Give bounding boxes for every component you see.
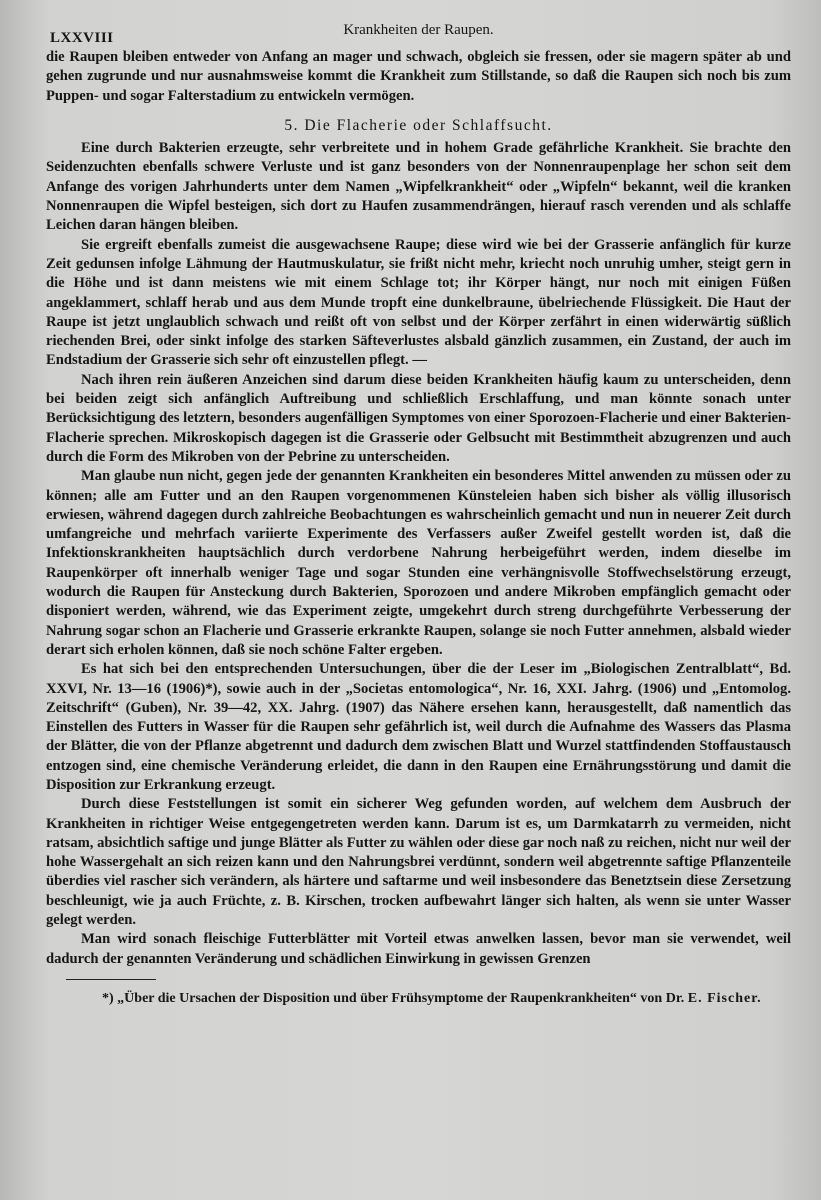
paragraph-4: Man glaube nun nicht, gegen jede der genannten Krankheiten ein besonderes Mittel anwenden zu müssen oder zu können; alle am Futter und an den Raupen vorgenommenen Künsteleien haben sich bisher als völlig illusorisch erwiesen, während dagegen durch zahlreiche Beobachtungen es wahrscheinlich gemacht und nun in neuerer Zeit durch umfangreiche und mehrfach variierte Experimente des Verfassers außer Zweifel gestellt worden ist, daß die Infektionskrankheiten hauptsächlich durch verdorbene Nahrung herbeigeführt werden, indem dieselbe im Raupenkörper oft innerhalb weniger Tage und sogar Stunden eine verhängnisvolle Stoffwechselstörung erzeugt, wodurch die Raupen für Ansteckung durch Bakterien, Sporozoen und andere Mikroben empfänglich gemacht oder disponiert werden, während, wie das Experiment zeigte, umgekehrt durch streng durchgeführte Verbesserung der Nahrung sogar schon an Flacherie und Grasserie erkrankte Raupen, solange sie noch Futter annehmen, alsbald wieder derart sich erholen können, daß sie noch schöne Falter ergeben. <box>46 468 791 658</box>
body-text <box>46 48 791 969</box>
paragraph-5: Es hat sich bei den entsprechenden Untersuchungen, über die der Leser im „Biologischen Zentralblatt“, Bd. XXVI, Nr. 13—16 (1906)*), sowie auch in der „Societas entomologica“, Nr. 16, XXI. Jahrg. (1906) und „Entomolog. Zeitschrift“ (Guben), Nr. 39—42, XX. Jahrg. (1907) das Nähere ersehen kann, herausgestellt, daß namentlich das Einstellen des Futters in Wasser für die Raupen sehr gefährlich ist, weil durch die Aufnahme des Wassers das Plasma der Blätter, die von der Pflanze abgetrennt und dadurch dem zwischen Blatt und Wurzel stattfindenden Stoffaustausch entzogen sind, eine chemische Veränderung erleidet, die dann in den Raupen eine Ernährungsstörung und damit die Disposition zur Erkrankung erzeugt. <box>46 661 791 793</box>
paragraph-continued: die Raupen bleiben entweder von Anfang an mager und schwach, obgleich sie fressen, oder sie magern später ab und gehen zugrunde und nur ausnahmsweise kommt die Krankheit zum Stillstande, so daß die Raupen sich noch bis zum Puppen- und sogar Falterstadium zu entwickeln vermögen. <box>46 49 791 104</box>
paragraph-6: Durch diese Feststellungen ist somit ein sicherer Weg gefunden worden, auf welchem dem Ausbruch der Krankheiten in richtiger Weise entgegengetreten werden kann. Darum ist es, um Darmkatarrh zu vermeiden, nicht ratsam, absichtlich saftige und junge Blätter als Futter zu wählen oder diese gar noch naß zu reichen, nicht nur weil der hohe Wassergehalt an sich reizen kann und den Nahrungsbrei verdünnt, sondern weil abgetrennte saftige Pflanzenteile überdies viel rascher sich verändern, als härtere und saftarme und weil insbesondere das Benetztsein diese Zersetzung beschleunigt, wie ja auch Früchte, z. B. Kirschen, trocken aufbewahrt länger sich halten, als wenn sie unter Wasser gelegt werden. <box>46 796 791 929</box>
footnote <box>46 990 791 1008</box>
footnote-marker: *) <box>102 990 114 1006</box>
running-title: Krankheiten der Raupen. <box>343 22 494 38</box>
paragraph-2: Sie ergreift ebenfalls zumeist die ausgewachsene Raupe; diese wird wie bei der Grasserie anfänglich für kurze Zeit gedunsen infolge Lähmung der Hautmuskulatur, sie frißt nicht mehr, kriecht noch unruhig umher, steigt gern in die Höhe und ist dann meistens wie mit einem Schlage tot; ihr Körper hängt, nur noch mit einigen Füßen angeklammert, schlaff herab und aus dem Munde tropft eine dunkelbraune, übelriechende Flüssigkeit. Die Haut der Raupe ist jetzt unglaublich schwach und reißt oft von selbst und der Körper zerfährt in einen widerwärtig süßlich riechenden Brei, oder sinkt infolge des starken Säfteverlustes alsbald gänzlich zusammen, ein Zustand, der auch im Endstadium der Grasserie sich sehr oft einzustellen pflegt. — <box>46 236 791 369</box>
footnote-author: E. Fischer. <box>687 990 762 1006</box>
paragraph-7: Man wird sonach fleischige Futterblätter mit Vorteil etwas anwelken lassen, bevor man sie verwendet, weil dadurch der genannten Veränderung und schädlichen Einwirkung in gewissen Grenzen <box>46 931 791 967</box>
footnote-text: „Über die Ursachen der Disposition und über Frühsymptome der Raupenkrankheiten“ von Dr. <box>117 990 685 1006</box>
paragraph-3: Nach ihren rein äußeren Anzeichen sind darum diese beiden Krankheiten häufig kaum zu unterscheiden, denn bei beiden zeigt sich anfänglich Auftreibung und schließlich Erschlaffung, und man könnte sonach unter Berücksichtigung des letztern, besonders augenfälligen Symptomes von einer Sporozoen-Flacherie und einer Bakterien-Flacherie sprechen. Mikroskopisch dagegen ist die Grasserie oder Gelbsucht mit Bestimmtheit abzugrenzen und auch durch die Form des Mikroben von der Pebrine zu unterscheiden. <box>46 371 791 465</box>
paragraph-1: Eine durch Bakterien erzeugte, sehr verbreitete und in hohem Grade gefährliche Krankheit. Sie brachte den Seidenzuchten ebenfalls schwere Verluste und ist ganz besonders von der Nonnenraupenplage her schon seit dem Anfange des vorigen Jahrhunderts unter dem Namen „Wipfelkrankheit“ oder „Wipfeln“ bekannt, weil die kranken Nonnenraupen die Wipfel besteigen, sich dort zu Haufen zusammendrängen, hierauf rasch verenden und als schlaffe Leichen daran hängen bleiben. <box>46 140 791 234</box>
footnote-divider <box>66 979 156 980</box>
page-number: LXXVIII <box>50 30 114 46</box>
page-header <box>46 18 791 48</box>
section-heading: 5. Die Flacherie oder Schlaffsucht. <box>284 116 553 134</box>
